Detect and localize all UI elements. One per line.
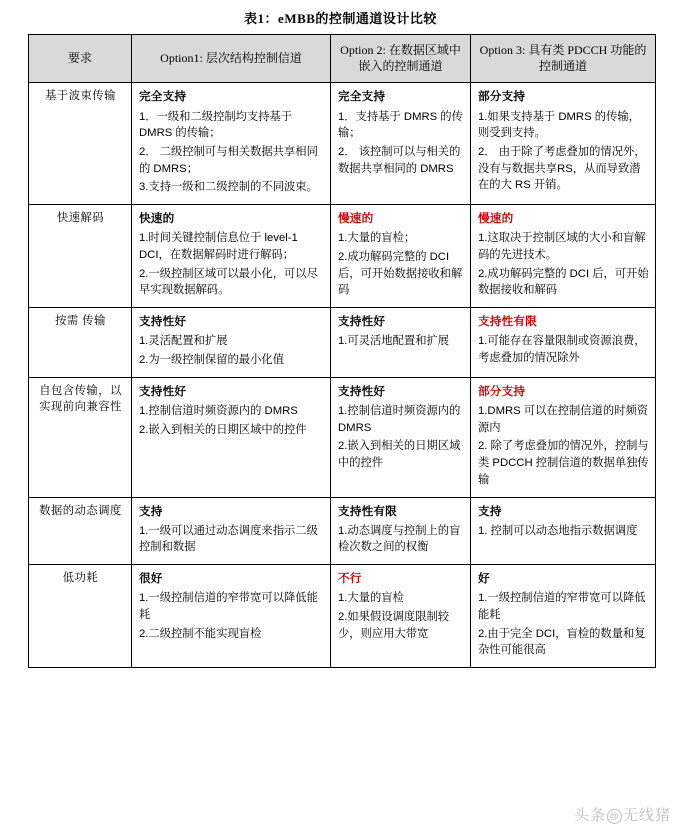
requirement-cell: 数据的动态调度 xyxy=(29,497,132,565)
verdict-label: 支持性好 xyxy=(338,315,386,329)
detail-point: 1．支持基于 DMRS 的传输； xyxy=(338,110,463,140)
verdict-label: 支持性有限 xyxy=(338,504,397,518)
detail-point: 1.一级可以通过动态调度来指示二级控制和数据 xyxy=(139,524,318,554)
verdict-label: 支持性好 xyxy=(139,315,187,329)
detail-point: 1.动态调度与控制上的盲检次数之间的权衡 xyxy=(338,524,461,554)
detail-point: 1.大量的盲检； xyxy=(338,232,416,245)
detail-point: 1.一级控制信道的窄带宽可以降低能耗 xyxy=(139,592,318,621)
comparison-table xyxy=(28,34,656,668)
detail-point: 2.成功解码完整的 DCI 后，可开始数据接收和解码 xyxy=(478,267,649,297)
detail-point: 2． 由于除了考虑叠加的情况外，没有与数据共享RS，从而导致潜在的大 RS 开销。 xyxy=(478,145,646,192)
detail-point: 2.二级控制不能实现盲检 xyxy=(139,627,262,640)
detail-point: 2.嵌入到相关的日期区域中的控件 xyxy=(338,440,461,470)
option3-cell xyxy=(471,205,656,308)
table-row xyxy=(29,205,656,308)
requirement-cell: 快速解码 xyxy=(29,205,132,308)
detail-point: 1.控制信道时频资源内的 DMRS xyxy=(139,404,298,417)
detail-point: 1.可灵活地配置和扩展 xyxy=(338,335,450,348)
option1-cell xyxy=(132,308,331,378)
verdict-label: 完全支持 xyxy=(338,90,386,104)
option1-cell xyxy=(132,497,331,565)
detail-point: 2． 该控制可以与相关的数据共享相同的 DMRS xyxy=(338,145,461,175)
table-row xyxy=(29,377,656,497)
verdict-label: 支持 xyxy=(139,504,163,518)
watermark-prefix: 头条 xyxy=(573,807,606,824)
verdict-label: 部分支持 xyxy=(478,90,526,104)
option1-cell xyxy=(132,83,331,205)
header-requirement: 要求 xyxy=(29,35,132,83)
verdict-label: 慢速的 xyxy=(478,212,514,226)
detail-point: 1.时间关键控制信息位于 level-1 DCI，在数据解码时进行解码； xyxy=(139,232,298,261)
detail-point: 2.嵌入到相关的日期区域中的控件 xyxy=(139,423,307,436)
detail-point: 3.支持一级和二级控制的不同波束。 xyxy=(139,181,318,194)
table-body xyxy=(29,83,656,668)
verdict-label: 快速的 xyxy=(139,212,175,226)
option2-cell xyxy=(331,497,471,565)
option2-cell xyxy=(331,205,471,308)
detail-point: 2.一级控制区域可以最小化，可以尽早实现数据解码。 xyxy=(139,267,318,297)
option1-cell xyxy=(132,377,331,497)
header-option2: Option 2: 在数据区域中嵌入的控制通道 xyxy=(331,35,471,83)
detail-point: 2.由于完全 DCI，盲检的数量和复杂性可能很高 xyxy=(478,627,646,657)
option2-cell xyxy=(331,308,471,378)
requirement-cell: 低功耗 xyxy=(29,565,132,668)
header-row xyxy=(29,35,656,83)
table-header xyxy=(29,35,656,83)
detail-point: 1.可能存在容量限制或资源浪费，考虑叠加的情况除外 xyxy=(478,335,646,365)
verdict-label: 支持性好 xyxy=(139,384,187,398)
requirement-cell: 基于波束传输 xyxy=(29,83,132,205)
verdict-label: 部分支持 xyxy=(478,384,526,398)
option3-cell xyxy=(471,83,656,205)
detail-point: 1.DMRS 可以在控制信道的时频资源内 xyxy=(478,404,649,434)
header-option3: Option 3: 具有类 PDCCH 功能的控制通道 xyxy=(471,35,656,83)
table-row xyxy=(29,308,656,378)
verdict-label: 支持 xyxy=(478,504,502,518)
option3-cell xyxy=(471,308,656,378)
verdict-label: 不行 xyxy=(338,572,362,586)
detail-point: 1. 控制可以动态地指示数据调度 xyxy=(478,524,638,537)
detail-point: 2.成功解码完整的 DCI 后，可开始数据接收和解码 xyxy=(338,251,463,297)
detail-point: 1.如果支持基于 DMRS 的传输，则受到支持。 xyxy=(478,110,640,140)
detail-point: 1.一级控制信道的窄带宽可以降低能耗 xyxy=(478,592,646,621)
table-row xyxy=(29,565,656,668)
verdict-label: 支持性好 xyxy=(338,384,386,398)
table-row xyxy=(29,497,656,565)
option3-cell xyxy=(471,377,656,497)
verdict-label: 很好 xyxy=(139,572,163,586)
option1-cell xyxy=(132,205,331,308)
detail-point: 1．一级和二级控制均支持基于DMRS 的传输； xyxy=(139,110,293,140)
detail-point: 2. 除了考虑叠加的情况外，控制与类 PDCCH 控制信道的数据单独传输 xyxy=(478,440,649,486)
option3-cell xyxy=(471,497,656,565)
detail-point: 2.为一级控制保留的最小化值 xyxy=(139,354,284,367)
watermark xyxy=(574,804,671,825)
detail-point: 2． 二级控制可与相关数据共享相同的 DMRS； xyxy=(139,145,318,175)
watermark-suffix: 无线猪 xyxy=(622,807,671,824)
detail-point: 1.灵活配置和扩展 xyxy=(139,335,228,348)
verdict-label: 支持性有限 xyxy=(478,315,537,329)
detail-point: 1.控制信道时频资源内的 DMRS xyxy=(338,404,461,434)
detail-point: 1.这取决于控制区域的大小和盲解码的先进技术。 xyxy=(478,232,646,261)
option1-cell xyxy=(132,565,331,668)
option2-cell xyxy=(331,565,471,668)
watermark-at-icon: @ xyxy=(607,809,622,824)
detail-point: 2.如果假设调度限制较少，则应用大带宽 xyxy=(338,610,450,640)
requirement-cell: 按需 传输 xyxy=(29,308,132,378)
table-caption: 表1：eMBB的控制通道设计比较 xyxy=(244,11,437,26)
verdict-label: 好 xyxy=(478,572,490,586)
verdict-label: 慢速的 xyxy=(338,212,374,226)
option2-cell xyxy=(331,377,471,497)
table-row xyxy=(29,83,656,205)
requirement-cell: 自包含传输，以实现前向兼容性 xyxy=(29,377,132,497)
verdict-label: 完全支持 xyxy=(139,90,187,104)
header-option1: Option1: 层次结构控制信道 xyxy=(132,35,331,83)
detail-point: 1.大量的盲检 xyxy=(338,592,404,605)
option2-cell xyxy=(331,83,471,205)
option3-cell xyxy=(471,565,656,668)
